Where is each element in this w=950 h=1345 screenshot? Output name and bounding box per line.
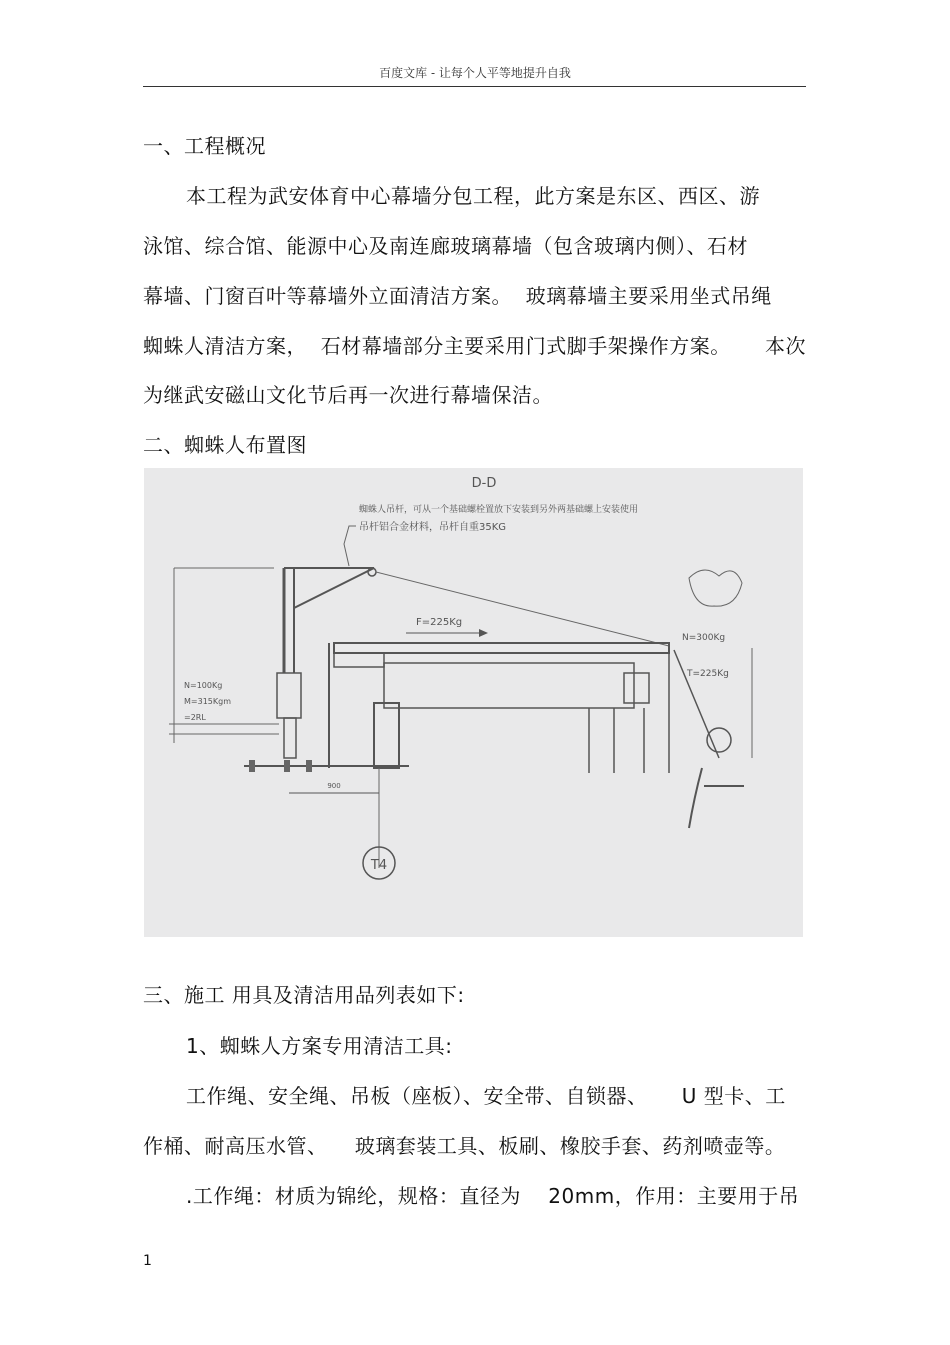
section-3-item-1-heading: 1、蜘蛛人方案专用清洁工具: xyxy=(186,1034,453,1058)
left-load-line-3: =2RL xyxy=(184,713,206,722)
section-1-title: 一、工程概况 xyxy=(143,134,266,158)
section-1-paragraph-line-3: 幕墙、门窗百叶等幕墙外立面清洁方案。 玻璃幕墙主要采用坐式吊绳 xyxy=(143,284,772,308)
section-1-paragraph-line-1: 本工程为武安体育中心幕墙分包工程，此方案是东区、西区、游 xyxy=(186,184,760,208)
force-n-label: N=300Kg xyxy=(682,633,726,643)
axis-label: T4 xyxy=(370,858,388,873)
tools-paragraph-line-1: 工作绳、安全绳、吊板（座板）、安全带、自锁器、 U 型卡、工 xyxy=(186,1084,786,1108)
section-1-paragraph-line-5: 为继武安磁山文化节后再一次进行幕墙保洁。 xyxy=(143,383,553,407)
section-label: D-D xyxy=(471,476,497,491)
header-divider xyxy=(143,86,806,87)
tools-paragraph-line-2: 作桶、耐高压水管、 玻璃套装工具、板刷、橡胶手套、药剂喷壶等。 xyxy=(143,1134,786,1158)
drawing-note-2: 吊杆铝合金材料，吊杆自重35KG xyxy=(359,522,507,533)
section-3-title: 三、施工 用具及清洁用品列表如下: xyxy=(143,983,465,1007)
left-load-line-2: M=315Kgm xyxy=(184,697,231,706)
dimension-label: 900 xyxy=(327,782,341,790)
section-1-paragraph-line-2: 泳馆、综合馆、能源中心及南连廊玻璃幕墙（包含玻璃内侧）、石材 xyxy=(143,234,748,258)
work-rope-paragraph-line-1: .工作绳：材质为锦纶，规格：直径为 20mm，作用：主要用于吊 xyxy=(186,1184,800,1208)
drawing-note-1: 蜘蛛人吊杆，可从一个基础螺栓置放下安装到另外两基础螺上安装使用 xyxy=(359,505,639,515)
page-header: 百度文库 - 让每个人平等地提升自我 xyxy=(379,66,571,80)
section-2-title: 二、蜘蛛人布置图 xyxy=(143,433,307,457)
left-load-line-1: N=100Kg xyxy=(184,681,223,690)
section-1-paragraph-line-4: 蜘蛛人清洁方案， 石材幕墙部分主要采用门式脚手架操作方案。 本次 xyxy=(143,334,807,358)
spider-man-layout-drawing xyxy=(144,468,803,937)
page-number: 1 xyxy=(143,1253,152,1269)
force-f-label: F=225Kg xyxy=(416,617,463,628)
force-t-label: T=225Kg xyxy=(687,669,729,679)
